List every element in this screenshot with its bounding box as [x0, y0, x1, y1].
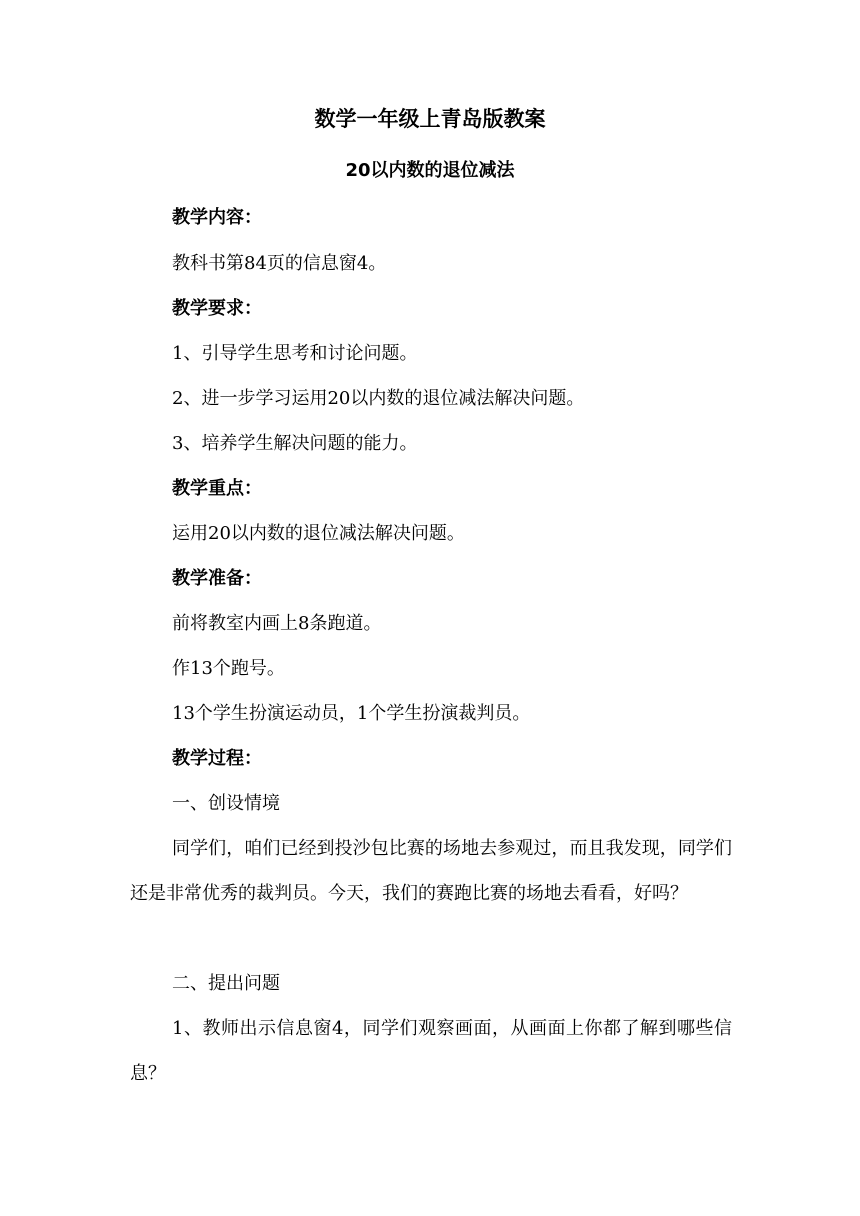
- key-point-text: 运用20以内数的退位减法解决问题。: [172, 523, 465, 544]
- content-text: 教科书第84页的信息窗4。: [172, 253, 387, 274]
- preparation-item: 13个学生扮演运动员，1个学生扮演裁判员。: [172, 703, 531, 724]
- section-title: 二、提出问题: [172, 973, 280, 994]
- process-heading: 教学过程：: [172, 748, 262, 769]
- document-subtitle: 20以内数的退位减法: [345, 160, 515, 181]
- requirement-item: 3、培养学生解决问题的能力。: [172, 433, 418, 454]
- document-title: 数学一年级上青岛版教案: [314, 107, 546, 131]
- section-title: 一、创设情境: [172, 793, 280, 814]
- content-heading: 教学内容：: [172, 207, 262, 228]
- preparation-item: 前将教室内画上8条跑道。: [172, 613, 382, 634]
- key-point-heading: 教学重点：: [172, 478, 262, 499]
- requirement-item: 2、进一步学习运用20以内数的退位减法解决问题。: [172, 388, 585, 409]
- section-paragraph: 1、教师出示信息窗4，同学们观察画面，从画面上你都了解到哪些信息？: [130, 1018, 732, 1084]
- preparation-heading: 教学准备：: [172, 568, 262, 589]
- preparation-item: 作13个跑号。: [172, 658, 285, 679]
- requirement-item: 1、引导学生思考和讨论问题。: [172, 343, 418, 364]
- requirements-heading: 教学要求：: [172, 298, 262, 319]
- section-paragraph: 同学们，咱们已经到投沙包比赛的场地去参观过，而且我发现，同学们还是非常优秀的裁判员。今天，我们的赛跑比赛的场地去看看，好吗？: [130, 838, 732, 904]
